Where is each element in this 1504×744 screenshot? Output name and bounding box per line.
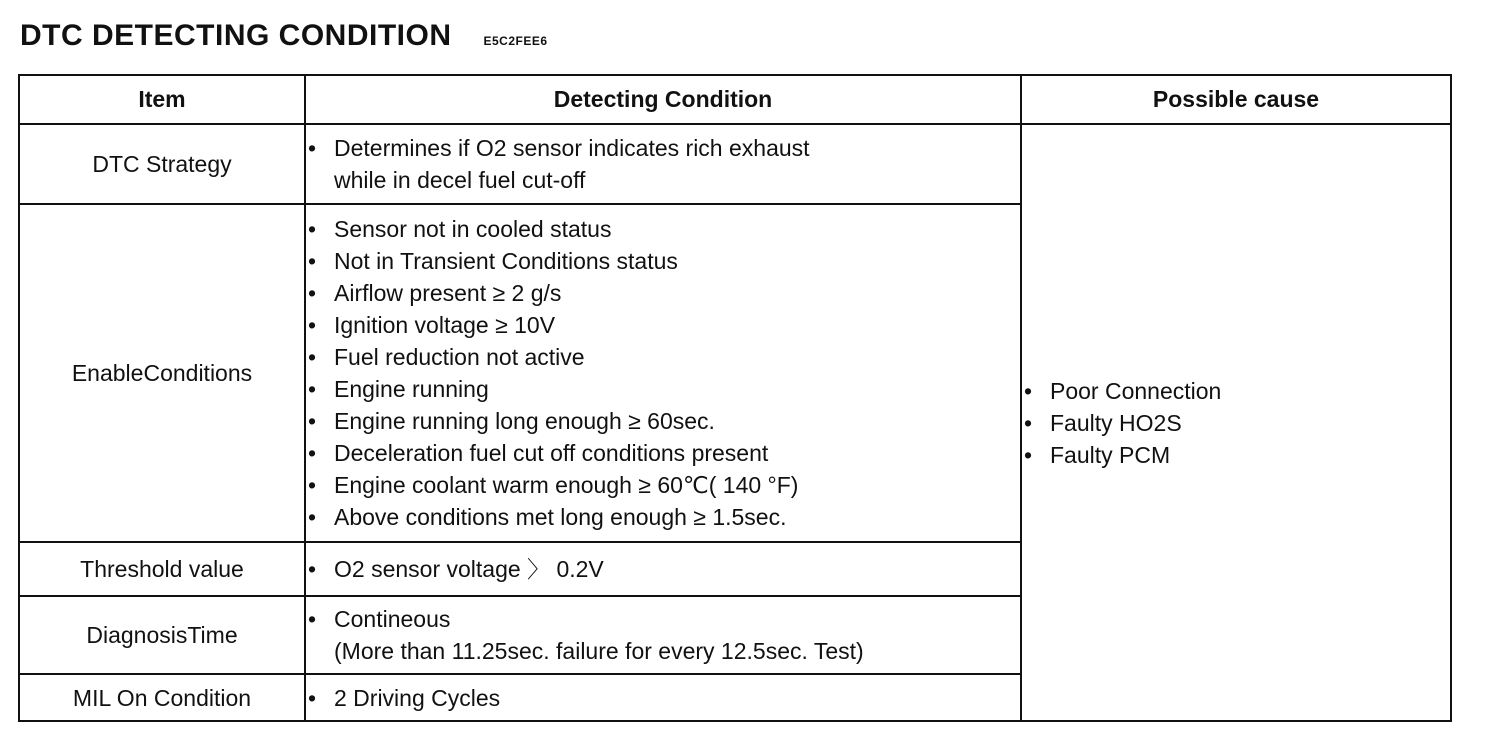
list-item: • Engine running <box>306 373 1020 405</box>
condition-list <box>306 682 1020 714</box>
condition-cell-dtc-strategy <box>305 124 1021 204</box>
page-header <box>20 14 548 58</box>
condition-continuation: while in decel fuel cut-off <box>334 167 586 193</box>
list-item: • 2 Driving Cycles <box>306 682 1020 714</box>
list-item: • Faulty HO2S <box>1022 407 1450 439</box>
list-item: • Contineous <box>306 603 1020 635</box>
possible-cause-cell <box>1021 124 1451 721</box>
item-cell-diagnosis-time <box>19 596 305 674</box>
dtc-condition-table <box>18 74 1452 722</box>
condition-list <box>306 213 1020 533</box>
possible-cause-list <box>1022 375 1450 471</box>
condition-list <box>306 132 1020 164</box>
condition-cell-threshold-value <box>305 542 1021 596</box>
condition-list <box>306 603 1020 635</box>
page-title: DTC DETECTING CONDITION <box>20 19 452 52</box>
item-cell-dtc-strategy <box>19 124 305 204</box>
condition-cell-mil-on-condition <box>305 674 1021 721</box>
list-item: • Fuel reduction not active <box>306 341 1020 373</box>
document-code: E5C2FEE6 <box>483 34 548 48</box>
condition-list <box>306 553 1020 585</box>
list-item: • Airflow present ≥ 2 g/s <box>306 277 1020 309</box>
list-item: • Above conditions met long enough ≥ 1.5sec. <box>306 501 1020 533</box>
list-item: • Ignition voltage ≥ 10V <box>306 309 1020 341</box>
table-header-row <box>19 75 1451 124</box>
list-item: • Engine running long enough ≥ 60sec. <box>306 405 1020 437</box>
item-cell-mil-on-condition <box>19 674 305 721</box>
item-label: Threshold value <box>80 556 244 582</box>
list-item: • Deceleration fuel cut off conditions present <box>306 437 1020 469</box>
table-row <box>19 124 1451 204</box>
item-cell-threshold-value <box>19 542 305 596</box>
condition-continuation: (More than 11.25sec. failure for every 12.5sec. Test) <box>334 638 864 664</box>
list-item: • Not in Transient Conditions status <box>306 245 1020 277</box>
condition-cell-diagnosis-time <box>305 596 1021 674</box>
list-item: • Sensor not in cooled status <box>306 213 1020 245</box>
list-item: • Poor Connection <box>1022 375 1450 407</box>
item-label: DiagnosisTime <box>86 622 238 648</box>
list-item: • O2 sensor voltage 〉 0.2V <box>306 553 1020 585</box>
column-header-detecting-condition: Detecting Condition <box>305 75 1021 124</box>
condition-cell-enable-conditions <box>305 204 1021 542</box>
list-item: • Determines if O2 sensor indicates rich exhaust <box>306 132 1020 164</box>
item-label: DTC Strategy <box>92 151 232 177</box>
item-cell-enable-conditions <box>19 204 305 542</box>
column-header-item: Item <box>19 75 305 124</box>
list-item: • Engine coolant warm enough ≥ 60℃( 140 °F) <box>306 469 1020 501</box>
item-label: EnableConditions <box>71 360 253 386</box>
item-label: MIL On Condition <box>72 684 252 711</box>
list-item: • Faulty PCM <box>1022 439 1450 471</box>
column-header-possible-cause: Possible cause <box>1021 75 1451 124</box>
